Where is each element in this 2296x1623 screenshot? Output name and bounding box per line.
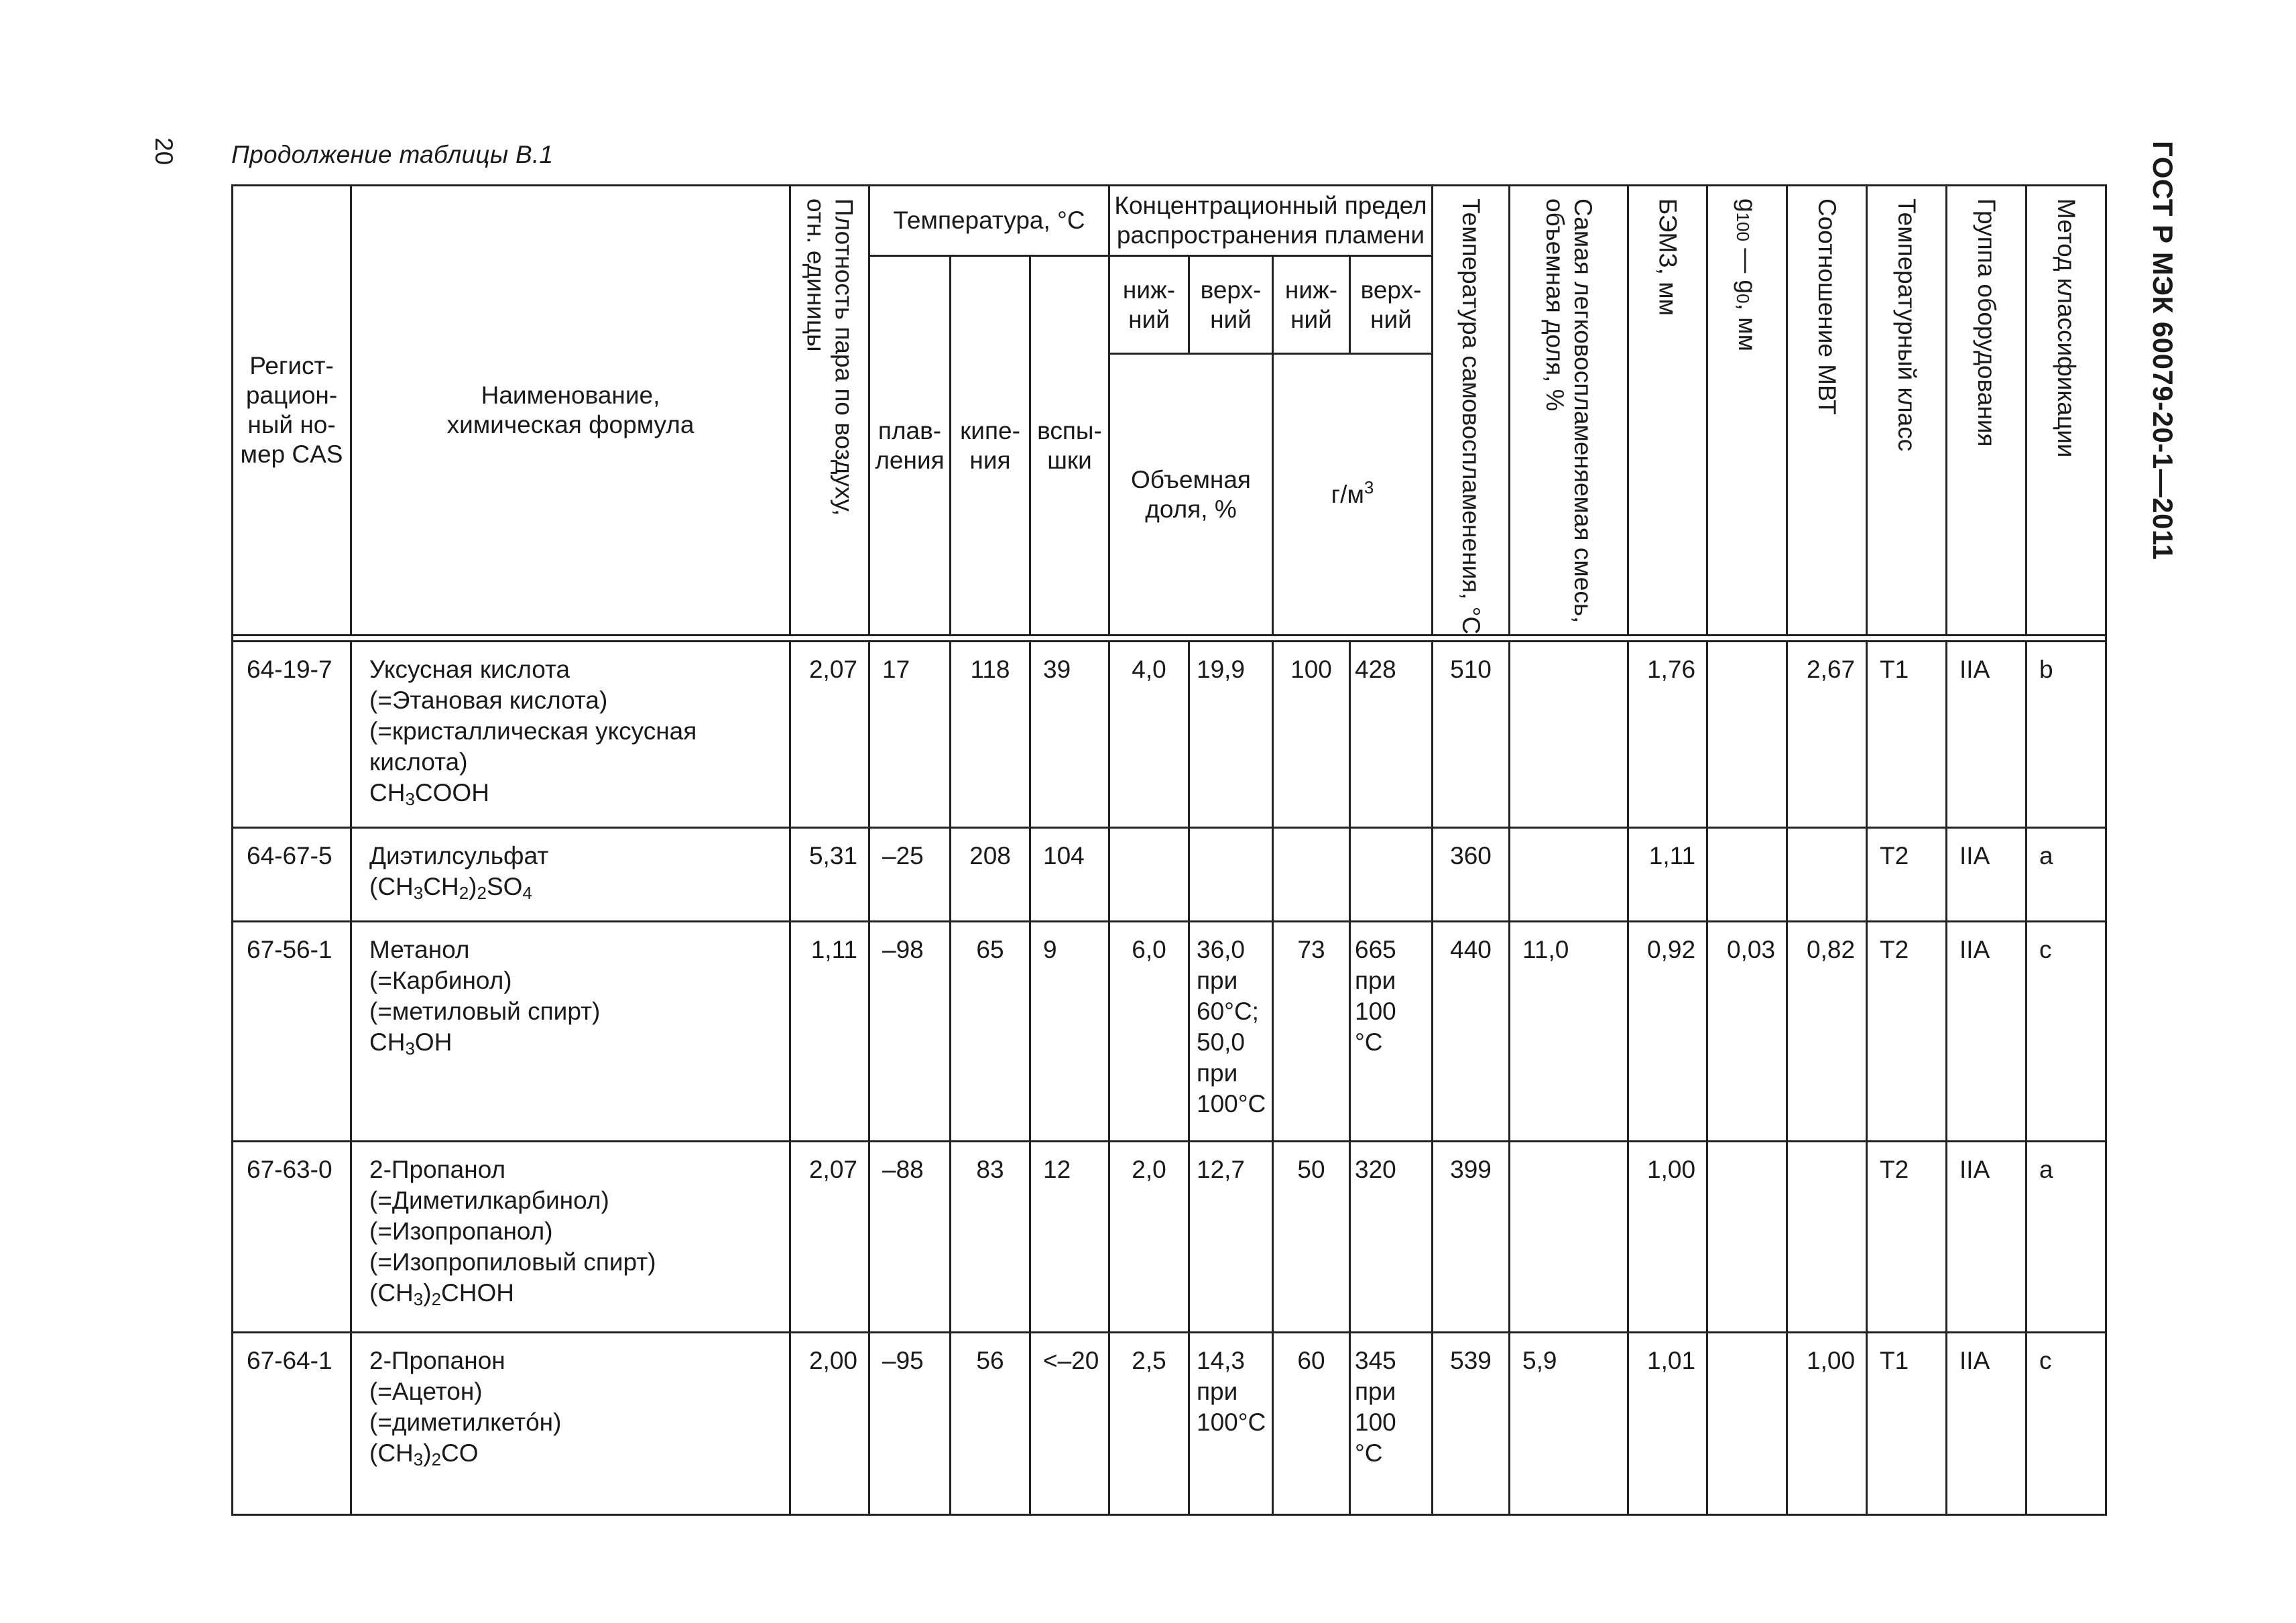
name-line: кислота) xyxy=(369,748,468,776)
page-number: 20 xyxy=(150,137,178,166)
upper-g-line: 665 xyxy=(1355,936,1396,964)
cell-lower-vol xyxy=(1109,828,1189,922)
standard-code: ГОСТ Р МЭК 60079-20-1—2011 xyxy=(2147,141,2179,560)
upper-g-line: 100 °С xyxy=(1355,998,1396,1057)
upper-g-line: при xyxy=(1355,1378,1396,1406)
cell-boiling: 208 xyxy=(951,828,1030,922)
header-flash: вспы- шки xyxy=(1030,256,1109,636)
name-line: (=Карбинол) xyxy=(369,967,512,995)
cell-name xyxy=(351,828,790,922)
lower-g-line: 73 xyxy=(1297,936,1325,964)
cell-most-ignitable xyxy=(1510,642,1628,828)
cell-upper-g xyxy=(1350,1142,1433,1333)
upper-vol-line: при xyxy=(1197,967,1238,995)
cell-temp-class: T1 xyxy=(1867,1333,1947,1515)
upper-vol-line: 14,3 xyxy=(1197,1347,1246,1375)
cell-mic-ratio: 2,67 xyxy=(1787,642,1867,828)
lower-vol-line: 2,5 xyxy=(1132,1347,1166,1375)
cell-g100 xyxy=(1707,1333,1787,1515)
cell-equip-group: IIA xyxy=(1947,642,2027,828)
cell-equip-group: IIA xyxy=(1947,922,2027,1142)
cell-density: 2,07 xyxy=(790,642,869,828)
chemical-formula: $(CH_3)_2CHOH$ xyxy=(369,1279,514,1310)
cell-lower-vol xyxy=(1109,1142,1189,1333)
upper-g-line: 100 °С xyxy=(1355,1408,1396,1467)
cell-upper-vol xyxy=(1189,828,1273,922)
cell-method: c xyxy=(2027,1333,2106,1515)
name-line: Уксусная кислота xyxy=(369,656,570,684)
header-upper-g: верх- ний xyxy=(1350,256,1433,354)
cell-lower-vol xyxy=(1109,642,1189,828)
table-row xyxy=(233,922,2106,1142)
cell-density: 1,11 xyxy=(790,922,869,1142)
header-temp-class: Температурный класс xyxy=(1867,186,1947,636)
header-gm3: $г/м^3$ xyxy=(1273,354,1433,636)
name-line: (=диметилкетóн) xyxy=(369,1408,562,1437)
cell-lower-g xyxy=(1273,1333,1350,1515)
upper-vol-line: 100°С xyxy=(1197,1090,1266,1118)
lower-vol-line: 2,0 xyxy=(1132,1156,1166,1184)
header-mic-ratio: Соотношение МВТ xyxy=(1787,186,1867,636)
chemical-formula: $CH_3COOH$ xyxy=(369,779,489,810)
cell-equip-group: IIA xyxy=(1947,1142,2027,1333)
name-line: 2-Пропанон xyxy=(369,1347,505,1375)
table-row xyxy=(233,642,2106,828)
name-line: Диэтилсульфат xyxy=(369,842,549,870)
cell-upper-g xyxy=(1350,828,1433,922)
cell-lower-g xyxy=(1273,922,1350,1142)
cell-equip-group: IIA xyxy=(1947,828,2027,922)
cell-method: a xyxy=(2027,828,2106,922)
name-line: (=кристаллическая уксусная xyxy=(369,717,697,745)
cell-method: b xyxy=(2027,642,2106,828)
name-line: (=Этановая кислота) xyxy=(369,686,608,715)
cell-lower-vol xyxy=(1109,922,1189,1142)
header-name: Наименование, химическая формула xyxy=(351,186,790,636)
cell-boiling: 118 xyxy=(951,642,1030,828)
header-equip-group: Группа оборудования xyxy=(1947,186,2027,636)
cell-lower-g xyxy=(1273,828,1350,922)
cell-autoignition: 440 xyxy=(1433,922,1510,1142)
header-mesg: БЭМЗ, мм xyxy=(1628,186,1707,636)
cell-mesg: 0,92 xyxy=(1628,922,1707,1142)
cell-flash: 9 xyxy=(1030,922,1109,1142)
cell-temp-class: T1 xyxy=(1867,642,1947,828)
cell-autoignition: 510 xyxy=(1433,642,1510,828)
upper-vol-line: 50,0 xyxy=(1197,1028,1246,1057)
cell-name xyxy=(351,922,790,1142)
cell-name xyxy=(351,642,790,828)
cell-lower-vol xyxy=(1109,1333,1189,1515)
header-density: Плотность пара по воздуху, отн. единицы xyxy=(790,186,869,636)
name-line: Метанол xyxy=(369,936,470,964)
cell-mic-ratio: 0,82 xyxy=(1787,922,1867,1142)
cell-equip-group: IIA xyxy=(1947,1333,2027,1515)
header-lower-g: ниж- ний xyxy=(1273,256,1350,354)
cell-flash: 39 xyxy=(1030,642,1109,828)
header-autoignition: Температура самовоспламенения, °С xyxy=(1433,186,1510,636)
cell-cas: 67-63-0 xyxy=(233,1142,351,1333)
cell-melting: –25 xyxy=(869,828,951,922)
lower-vol-line: 6,0 xyxy=(1132,936,1166,964)
table-row xyxy=(233,1333,2106,1515)
header-most-ignitable: Самая легковоспламеняемая смесь, объемная доля, % xyxy=(1510,186,1628,636)
header-conc-limit: Концентрационный предел распространения пламени xyxy=(1109,186,1433,256)
cell-melting: 17 xyxy=(869,642,951,828)
header-melting: плав- ления xyxy=(869,256,951,636)
cell-upper-g xyxy=(1350,922,1433,1142)
lower-g-line: 50 xyxy=(1297,1156,1325,1184)
cell-upper-vol xyxy=(1189,1333,1273,1515)
cell-boiling: 65 xyxy=(951,922,1030,1142)
cell-autoignition: 360 xyxy=(1433,828,1510,922)
header-cas: Регист- рацион- ный но- мер CAS xyxy=(233,186,351,636)
cell-method: a xyxy=(2027,1142,2106,1333)
cell-cas: 67-56-1 xyxy=(233,922,351,1142)
upper-g-line: 345 xyxy=(1355,1347,1396,1375)
cell-name xyxy=(351,1333,790,1515)
upper-g-line: при xyxy=(1355,967,1396,995)
cell-mic-ratio xyxy=(1787,1142,1867,1333)
cell-g100 xyxy=(1707,1142,1787,1333)
header-temperature: Температура, °С xyxy=(869,186,1109,256)
upper-vol-line: 12,7 xyxy=(1197,1156,1246,1184)
cell-mic-ratio: 1,00 xyxy=(1787,1333,1867,1515)
lower-g-line: 60 xyxy=(1297,1347,1325,1375)
cell-density: 2,00 xyxy=(790,1333,869,1515)
cell-upper-vol xyxy=(1189,922,1273,1142)
name-line: (=Изопропанол) xyxy=(369,1217,553,1246)
cell-melting: –95 xyxy=(869,1333,951,1515)
name-line: (=Ацетон) xyxy=(369,1378,483,1406)
cell-cas: 64-67-5 xyxy=(233,828,351,922)
cell-cas: 67-64-1 xyxy=(233,1333,351,1515)
cell-mesg: 1,01 xyxy=(1628,1333,1707,1515)
cell-lower-g xyxy=(1273,642,1350,828)
table-caption: Продолжение таблицы В.1 xyxy=(231,141,554,168)
lower-vol-line: 4,0 xyxy=(1132,656,1166,684)
name-line: 2-Пропанол xyxy=(369,1156,506,1184)
cell-g100: 0,03 xyxy=(1707,922,1787,1142)
cell-mesg: 1,76 xyxy=(1628,642,1707,828)
cell-most-ignitable xyxy=(1510,1142,1628,1333)
chemical-formula: $CH_3OH$ xyxy=(369,1028,452,1059)
cell-temp-class: T2 xyxy=(1867,1142,1947,1333)
upper-vol-line: 100°С xyxy=(1197,1408,1266,1437)
name-line: (=метиловый спирт) xyxy=(369,998,601,1026)
cell-lower-g xyxy=(1273,1142,1350,1333)
upper-vol-line: 60°С; xyxy=(1197,998,1259,1026)
cell-upper-g xyxy=(1350,642,1433,828)
cell-name xyxy=(351,1142,790,1333)
data-table xyxy=(231,184,2107,1516)
cell-flash: 12 xyxy=(1030,1142,1109,1333)
header-method: Метод классификации xyxy=(2027,186,2106,636)
cell-melting: –88 xyxy=(869,1142,951,1333)
cell-flash: 104 xyxy=(1030,828,1109,922)
cell-method: c xyxy=(2027,922,2106,1142)
table-row xyxy=(233,1142,2106,1333)
header-g100-g0: $g_{100}$ — $g_0$, мм xyxy=(1707,186,1787,636)
cell-autoignition: 399 xyxy=(1433,1142,1510,1333)
cell-density: 2,07 xyxy=(790,1142,869,1333)
upper-vol-line: 19,9 xyxy=(1197,656,1246,684)
chemical-formula: $(CH_3)_2CO$ xyxy=(369,1439,479,1470)
cell-temp-class: T2 xyxy=(1867,828,1947,922)
cell-mic-ratio xyxy=(1787,828,1867,922)
cell-mesg: 1,11 xyxy=(1628,828,1707,922)
name-line: (=Изопропиловый спирт) xyxy=(369,1248,656,1276)
cell-g100 xyxy=(1707,828,1787,922)
cell-most-ignitable: 5,9 xyxy=(1510,1333,1628,1515)
header-vol-fraction: Объемная доля, % xyxy=(1109,354,1273,636)
cell-mesg: 1,00 xyxy=(1628,1142,1707,1333)
header-boiling: кипе- ния xyxy=(951,256,1030,636)
name-line: (=Диметилкарбинол) xyxy=(369,1187,609,1215)
cell-g100 xyxy=(1707,642,1787,828)
cell-temp-class: T2 xyxy=(1867,922,1947,1142)
cell-melting: –98 xyxy=(869,922,951,1142)
chemical-formula: $(CH_3CH_2)_2SO_4$ xyxy=(369,873,532,904)
upper-vol-line: 36,0 xyxy=(1197,936,1246,964)
upper-g-line: 320 xyxy=(1355,1156,1396,1184)
cell-most-ignitable: 11,0 xyxy=(1510,922,1628,1142)
upper-vol-line: при xyxy=(1197,1378,1238,1406)
upper-vol-line: при xyxy=(1197,1059,1238,1087)
header-upper-vol: верх- ний xyxy=(1189,256,1273,354)
cell-upper-vol xyxy=(1189,1142,1273,1333)
cell-autoignition: 539 xyxy=(1433,1333,1510,1515)
cell-most-ignitable xyxy=(1510,828,1628,922)
upper-g-line: 428 xyxy=(1355,656,1396,684)
table-row xyxy=(233,828,2106,922)
cell-upper-vol xyxy=(1189,642,1273,828)
cell-cas: 64-19-7 xyxy=(233,642,351,828)
header-lower-vol: ниж- ний xyxy=(1109,256,1189,354)
cell-flash: <–20 xyxy=(1030,1333,1109,1515)
cell-boiling: 83 xyxy=(951,1142,1030,1333)
cell-upper-g xyxy=(1350,1333,1433,1515)
cell-density: 5,31 xyxy=(790,828,869,922)
cell-boiling: 56 xyxy=(951,1333,1030,1515)
lower-g-line: 100 xyxy=(1290,656,1332,684)
